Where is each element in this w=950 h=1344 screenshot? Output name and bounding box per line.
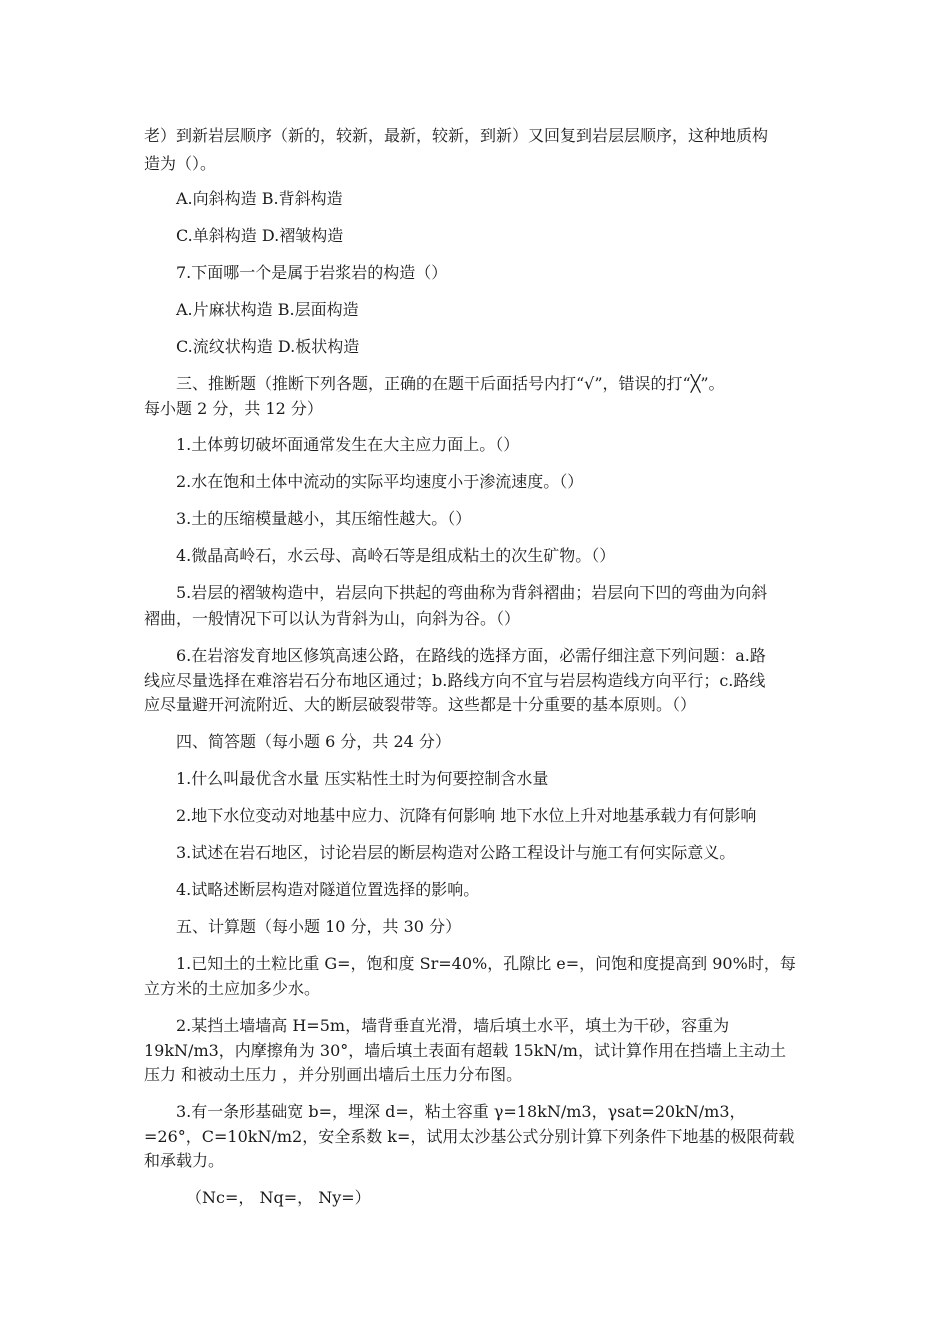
text-line: 每小题 2 分，共 12 分） (144, 399, 323, 418)
section-heading: 四、简答题（每小题 6 分，共 24 分） (176, 732, 451, 751)
text-line: 2.某挡土墙墙高 H=5m，墙背垂直光滑，墙后填土水平，填土为干砂，容重为 (176, 1016, 730, 1035)
text-line: 应尽量避开河流附近、大的断层破裂带等。这些都是十分重要的基本原则。（） (144, 695, 697, 714)
text-line: 2.地下水位变动对地基中应力、沉降有何影响 地下水位上升对地基承载力有何影响 (176, 806, 757, 825)
text-line: =26°，C=10kN/m2，安全系数 k=，试用太沙基公式分别计算下列条件下地基的极限荷载 (144, 1127, 795, 1146)
text-line: 5.岩层的褶皱构造中，岩层向下拱起的弯曲称为背斜褶曲；岩层向下凹的弯曲为向斜 (176, 583, 768, 602)
text-line: 压力 和被动土压力 ，并分别画出墙后土压力分布图。 (144, 1065, 523, 1084)
text-line: C.流纹状构造 D.板状构造 (176, 337, 360, 356)
text-line: 和承载力。 (144, 1151, 225, 1170)
text-line: 3.土的压缩模量越小，其压缩性越大。（） (176, 509, 472, 528)
text-line: 造为（）。 (144, 154, 217, 173)
text-line: 4.微晶高岭石，水云母、高岭石等是组成粘土的次生矿物。（） (176, 546, 616, 565)
section-heading: 五、计算题（每小题 10 分，共 30 分） (176, 917, 462, 936)
text-line: 7.下面哪一个是属于岩浆岩的构造（） (176, 263, 448, 282)
text-line: 1.什么叫最优含水量 压实粘性土时为何要控制含水量 (176, 769, 549, 788)
text-line: 2.水在饱和土体中流动的实际平均速度小于渗流速度。（） (176, 472, 584, 491)
text-line: 1.已知土的土粒比重 G=，饱和度 Sr=40%，孔隙比 e=，问饱和度提高到 90%时，每 (176, 954, 796, 973)
text-line: A.向斜构造 B.背斜构造 (176, 189, 343, 208)
text-line: A.片麻状构造 B.层面构造 (176, 300, 359, 319)
text-line: 3.试述在岩石地区，讨论岩层的断层构造对公路工程设计与施工有何实际意义。 (176, 843, 736, 862)
text-line: 褶曲，一般情况下可以认为背斜为山，向斜为谷。（） (144, 609, 521, 628)
text-line: C.单斜构造 D.褶皱构造 (176, 226, 344, 245)
text-line: 3.有一条形基础宽 b=，埋深 d=，粘土容重 γ=18kN/m3，γsat=20kN/m3， (176, 1102, 746, 1121)
section-heading: 三、推断题（推断下列各题，正确的在题干后面括号内打“√”，错误的打“╳”。 (176, 374, 725, 393)
text-line: 老）到新岩层顺序（新的，较新，最新，较新，到新）又回复到岩层层顺序，这种地质构 (144, 126, 769, 145)
text-line: 6.在岩溶发育地区修筑高速公路，在路线的选择方面，必需仔细注意下列问题：a.路 (176, 646, 766, 665)
text-line: 4.试略述断层构造对隧道位置选择的影响。 (176, 880, 480, 899)
text-line: （Nc=， Nq=， Ny=） (186, 1188, 371, 1207)
text-line: 立方米的土应加多少水。 (144, 979, 321, 998)
text-line: 1.土体剪切破坏面通常发生在大主应力面上。（） (176, 435, 520, 454)
text-line: 线应尽量选择在难溶岩石分布地区通过；b.路线方向不宜与岩层构造线方向平行；c.路线 (144, 671, 766, 690)
text-line: 19kN/m3，内摩擦角为 30°，墙后填土表面有超载 15kN/m，试计算作用在挡墙上主动土 (144, 1041, 786, 1060)
